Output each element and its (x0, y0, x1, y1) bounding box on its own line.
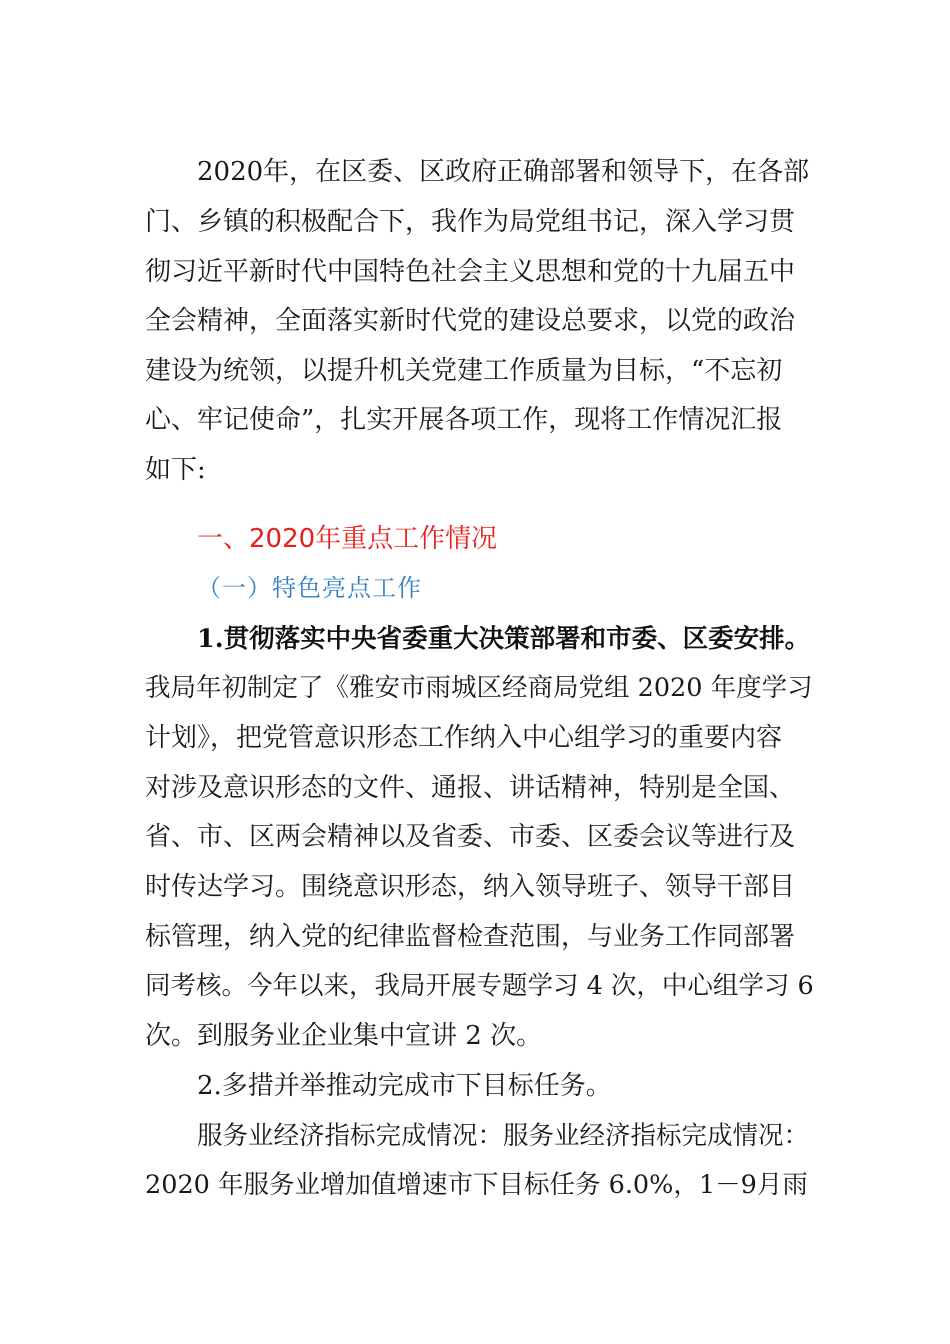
item1-line-1: 我局年初制定了《雅安市雨城区经商局党组 2020 年度学习 (145, 673, 813, 703)
item1-title: 1.贯彻落实中央省委重大决策部署和市委、区委安排。 (197, 624, 811, 654)
item1-line-5: 时传达学习。围绕意识形态，纳入领导班子、领导干部目 (145, 872, 796, 902)
item1-line-3: 对涉及意识形态的文件、通报、讲话精神，特别是全国、 (145, 773, 796, 803)
subsection-heading: （一）特色亮点工作 (197, 574, 422, 602)
item1-line-7: 同考核。今年以来，我局开展专题学习 4 次，中心组学习 6 (145, 971, 814, 1001)
intro-line-3: 彻习近平新时代中国特色社会主义思想和党的十九届五中 (145, 257, 796, 287)
item1-line-8: 次。到服务业企业集中宣讲 2 次。 (145, 1021, 543, 1051)
intro-line-1: 2020年，在区委、区政府正确部署和领导下，在各部 (197, 157, 810, 187)
item1-line-6: 标管理，纳入党的纪律监督检查范围，与业务工作同部署 (145, 922, 796, 952)
intro-line-4: 全会精神，全面落实新时代党的建设总要求，以党的政治 (145, 306, 796, 336)
item2-title: 2.多措并举推动完成市下目标任务。 (197, 1071, 612, 1101)
intro-line-7: 如下: (145, 455, 206, 485)
item1-line-4: 省、市、区两会精神以及省委、市委、区委会议等进行及 (145, 822, 796, 852)
intro-line-5: 建设为统领，以提升机关党建工作质量为目标，“不忘初 (145, 356, 783, 386)
intro-line-6: 心、牢记使命”，扎实开展各项工作，现将工作情况汇报 (145, 405, 783, 435)
item2-line-2: 2020 年服务业增加值增速市下目标任务 6.0%，1－9月雨 (145, 1170, 808, 1200)
section-heading: 一、2020年重点工作情况 (197, 524, 498, 554)
item2-line-1: 服务业经济指标完成情况：服务业经济指标完成情况： (197, 1121, 810, 1151)
intro-line-2: 门、乡镇的积极配合下，我作为局党组书记，深入学习贯 (145, 207, 796, 237)
item1-line-2: 计划》，把党管意识形态工作纳入中心组学习的重要内容 (145, 723, 783, 753)
